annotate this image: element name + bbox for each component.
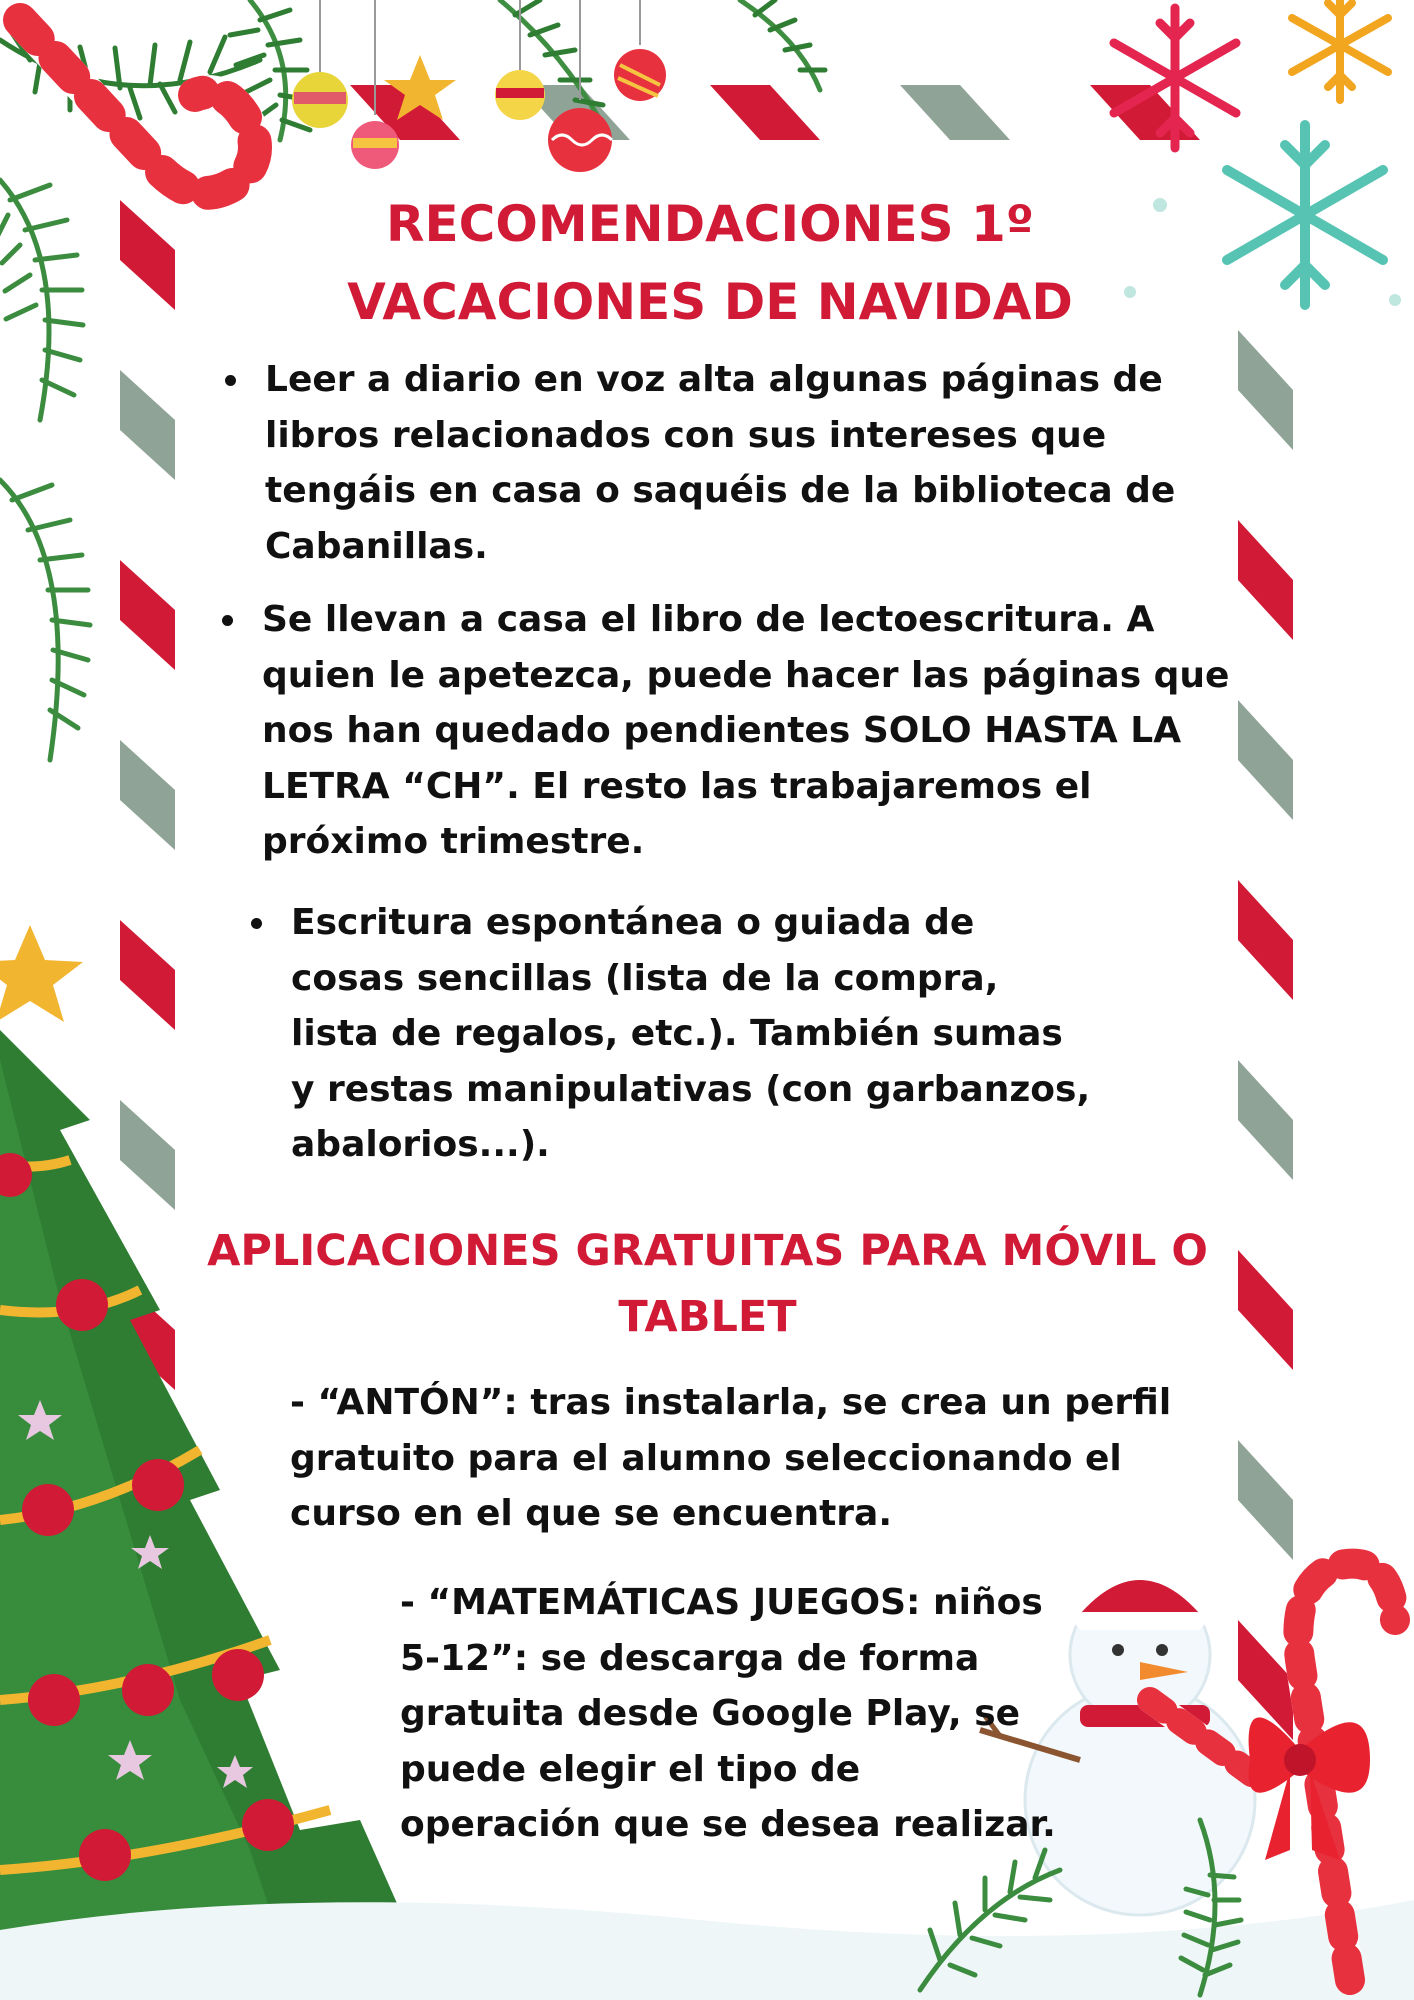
app-item-line: - “ANTÓN”: tras instalarla, se crea un perfil xyxy=(290,1382,1172,1423)
bullet-icon xyxy=(225,375,236,386)
apps-title-line-2: TABLET xyxy=(618,1292,797,1342)
app-item-matematicas-juegos xyxy=(400,1575,1056,1853)
app-item-line: 5-12”: se descarga de forma xyxy=(400,1637,980,1679)
list-item-line: lista de regalos, etc.). También sumas xyxy=(291,1013,1063,1054)
list-item-line: libros relacionados con sus intereses que xyxy=(265,414,1107,456)
app-item-line: puede elegir el tipo de xyxy=(400,1748,861,1790)
list-item-line: LETRA “CH”. El resto las trabajaremos el xyxy=(262,765,1092,807)
list-item-line: Escritura espontánea o guiada de xyxy=(291,902,975,943)
app-item-line: gratuito para el alumno seleccionando el xyxy=(290,1437,1122,1479)
app-item-line: operación que se desea realizar. xyxy=(400,1804,1056,1845)
apps-section-title xyxy=(180,1218,1235,1350)
snowflake-teal-icon xyxy=(1227,125,1383,305)
list-item-line: nos han quedado pendientes SOLO HASTA LA xyxy=(262,710,1182,751)
pine-branches-left xyxy=(0,180,90,760)
title-line-1: RECOMENDACIONES 1º xyxy=(385,195,1035,253)
list-item-line: tengáis en casa o saquéis de la biblioteca de xyxy=(265,470,1176,511)
list-item xyxy=(291,895,1090,1173)
list-item xyxy=(265,352,1175,574)
list-item-line: quien le apetezca, puede hacer las páginas que xyxy=(262,654,1230,696)
bullet-icon xyxy=(251,918,262,929)
app-item-line: curso en el que se encuentra. xyxy=(290,1493,892,1534)
hanging-ornaments xyxy=(292,0,666,172)
snowflake-orange-icon xyxy=(1292,0,1388,100)
list-item-line: próximo trimestre. xyxy=(262,821,645,862)
list-item-line: abalorios...). xyxy=(291,1124,550,1165)
list-item-line: Cabanillas. xyxy=(265,525,488,567)
title-line-2: VACACIONES DE NAVIDAD xyxy=(347,273,1073,331)
bullet-icon xyxy=(222,615,233,626)
page-title xyxy=(260,185,1160,341)
app-item-anton xyxy=(290,1375,1171,1542)
app-item-line: - “MATEMÁTICAS JUEGOS: niños xyxy=(400,1582,1043,1623)
apps-title-line-1: APLICACIONES GRATUITAS PARA MÓVIL O xyxy=(207,1226,1208,1276)
list-item-line: y restas manipulativas (con garbanzos, xyxy=(291,1068,1091,1110)
list-item-line: Se llevan a casa el libro de lectoescritura. A xyxy=(262,599,1155,640)
list-item-line: Leer a diario en voz alta algunas páginas de xyxy=(265,359,1163,400)
list-item xyxy=(262,592,1229,870)
app-item-line: gratuita desde Google Play, se xyxy=(400,1693,1021,1734)
list-item-line: cosas sencillas (lista de la compra, xyxy=(291,957,999,999)
